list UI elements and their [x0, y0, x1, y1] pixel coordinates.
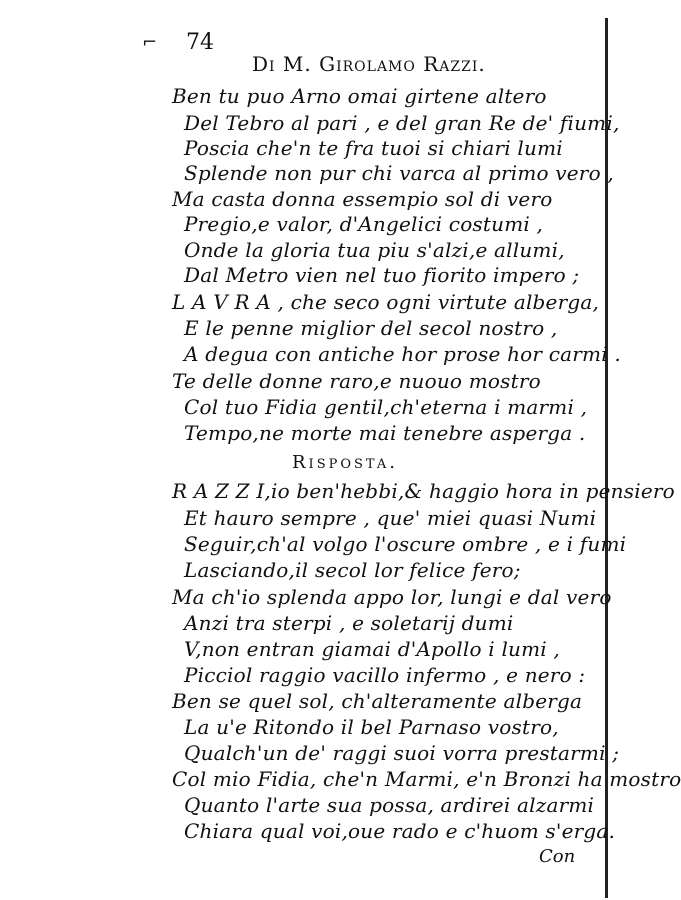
sonnet-line: Del Tebro al pari , e del gran Re de' fiumi,: [184, 111, 620, 135]
response-line: Qualch'un de' raggi suoi vorra prestarmi ;: [184, 741, 620, 765]
response-line: Lasciando,il secol lor felice fero;: [184, 558, 521, 582]
sonnet-line: Ben tu puo Arno omai girtene altero: [172, 84, 547, 108]
margin-mark: ⌐: [142, 32, 158, 53]
sonnet-line: Poscia che'n te fra tuoi si chiari lumi: [184, 136, 563, 160]
sonnet-line: Ma casta donna essempio sol di vero: [172, 187, 553, 211]
folio-number: 74: [186, 30, 214, 55]
sonnet-line: Pregio,e valor, d'Angelici costumi ,: [184, 212, 544, 236]
sonnet-line: Te delle donne raro,e nuouo mostro: [172, 369, 541, 393]
response-line: Seguir,ch'al volgo l'oscure ombre , e i fumi: [184, 532, 627, 556]
response-line: Anzi tra sterpi , e soletarij dumi: [184, 611, 514, 635]
response-line: Quanto l'arte sua possa, ardirei alzarmi: [184, 793, 595, 817]
response-line: Col mio Fidia, che'n Marmi, e'n Bronzi ha mostro: [172, 767, 681, 791]
response-line: Chiara qual voi,oue rado e c'huom s'erga.: [184, 819, 616, 843]
response-line: V,non entran giamai d'Apollo i lumi ,: [184, 637, 560, 661]
sonnet-line: L A V R A , che seco ogni virtute alberga,: [172, 290, 600, 314]
running-head: Di M. Girolamo Razzi.: [252, 52, 486, 76]
response-line: Ma ch'io splenda appo lor, lungi e dal vero: [172, 585, 612, 609]
page-right-edge: [605, 18, 608, 898]
section-title: Risposta.: [292, 452, 398, 473]
response-line: Picciol raggio vacillo infermo , e nero :: [184, 663, 586, 687]
sonnet-line: Dal Metro vien nel tuo fiorito impero ;: [184, 263, 580, 287]
response-line: La u'e Ritondo il bel Parnaso vostro,: [184, 715, 559, 739]
response-line: Ben se quel sol, ch'alteramente alberga: [172, 689, 583, 713]
response-line: R A Z Z I,io ben'hebbi,& haggio hora in pensiero: [172, 479, 675, 503]
sonnet-line: E le penne miglior del secol nostro ,: [184, 316, 558, 340]
sonnet-line: Onde la gloria tua piu s'alzi,e allumi,: [184, 238, 565, 262]
sonnet-line: Splende non pur chi varca al primo vero ,: [184, 161, 614, 185]
response-line: Et hauro sempre , que' miei quasi Numi: [184, 506, 597, 530]
sonnet-line: Tempo,ne morte mai tenebre asperga .: [184, 421, 586, 445]
catchword: Con: [539, 846, 576, 867]
sonnet-line: Col tuo Fidia gentil,ch'eterna i marmi ,: [184, 395, 588, 419]
sonnet-line: A degua con antiche hor prose hor carmi .: [184, 342, 621, 366]
